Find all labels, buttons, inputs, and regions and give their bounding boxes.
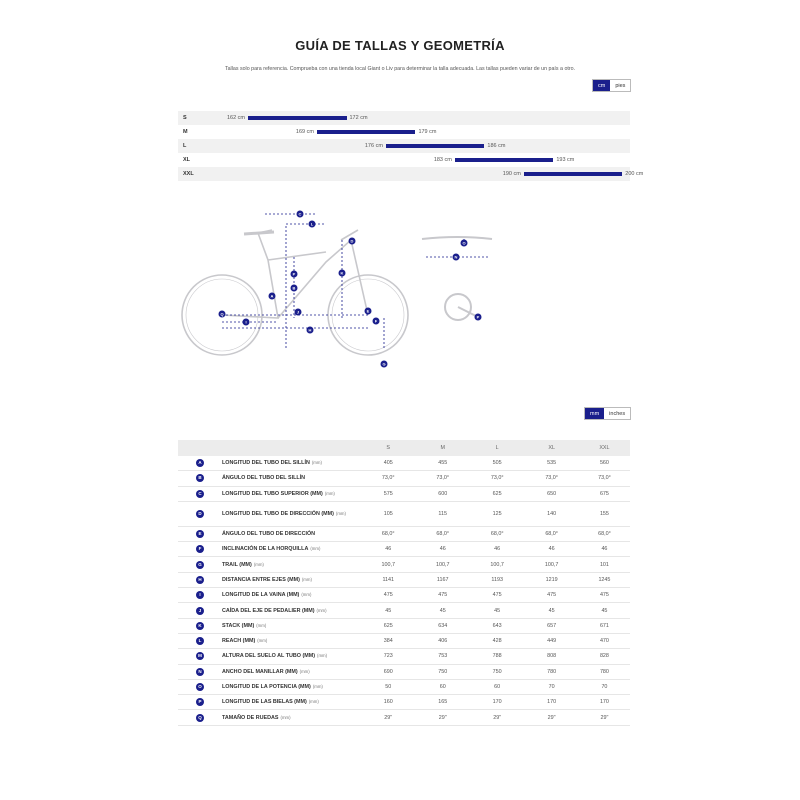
measurement-name: LONGITUD DEL TUBO DEL SILLÍN (mm): [222, 456, 361, 471]
measurement-name: LONGITUD DEL TUBO SUPERIOR (MM) (mm): [222, 486, 361, 501]
geometry-table: [178, 440, 630, 726]
value-xl: 1219: [524, 572, 578, 587]
value-m: 46: [415, 542, 469, 557]
measurement-name: LONGITUD DE LAS BIELAS (MM) (mm): [222, 695, 361, 710]
table-row: [178, 501, 630, 526]
measurement-letter-badge: K: [196, 622, 204, 630]
value-s: 73,0°: [361, 471, 415, 486]
value-xxl: 675: [579, 486, 630, 501]
value-xl: 650: [524, 486, 578, 501]
value-m: 29": [415, 710, 469, 725]
value-xl: 475: [524, 588, 578, 603]
value-s: 625: [361, 618, 415, 633]
value-xl: 68,0°: [524, 526, 578, 541]
row-marker: [178, 542, 222, 557]
value-xxl: 155: [579, 501, 630, 526]
svg-text:B: B: [292, 285, 296, 291]
measurement-letter-badge: E: [196, 530, 204, 538]
header-spacer: [178, 440, 222, 456]
value-xxl: 475: [579, 588, 630, 603]
size-height-bar: [317, 130, 416, 134]
value-l: 170: [470, 695, 524, 710]
svg-text:Q: Q: [220, 311, 224, 317]
value-l: 788: [470, 649, 524, 664]
value-l: 625: [470, 486, 524, 501]
table-row: [178, 603, 630, 618]
svg-text:L: L: [310, 221, 314, 227]
measurement-unit: (mm): [335, 510, 346, 516]
table-row: [178, 710, 630, 725]
row-marker: [178, 618, 222, 633]
value-l: 643: [470, 618, 524, 633]
row-marker: [178, 710, 222, 725]
row-marker: [178, 456, 222, 471]
value-m: 100,7: [415, 557, 469, 572]
handlebar-crank-illustration: [418, 225, 498, 335]
row-marker: [178, 679, 222, 694]
value-xl: 73,0°: [524, 471, 578, 486]
value-m: 115: [415, 501, 469, 526]
value-xl: 140: [524, 501, 578, 526]
row-marker: [178, 486, 222, 501]
measurement-letter-badge: P: [196, 698, 204, 706]
value-xxl: 101: [579, 557, 630, 572]
value-xxl: 470: [579, 633, 630, 648]
value-s: 29": [361, 710, 415, 725]
measurement-unit: (mm): [280, 714, 291, 720]
svg-text:J: J: [296, 309, 300, 315]
size-min-height: 162 cm: [226, 115, 245, 121]
value-l: 60: [470, 679, 524, 694]
svg-text:G: G: [382, 361, 386, 367]
measurement-letter-badge: N: [196, 668, 204, 676]
saddle: [244, 232, 274, 234]
handlebar-crank-diagram: [418, 225, 498, 335]
value-xxl: 780: [579, 664, 630, 679]
value-xl: 46: [524, 542, 578, 557]
svg-text:P: P: [476, 314, 480, 320]
measurement-letter-badge: I: [196, 591, 204, 599]
page-subtitle: Tallas solo para referencia. Comprueba con una tienda local Giant o Liv para determinar la talla adecuada. Las tallas pueden variar de un país a otro.: [224, 66, 576, 72]
measurement-name: LONGITUD DE LA POTENCIA (MM) (mm): [222, 679, 361, 694]
measurement-letter-badge: D: [196, 510, 204, 518]
column-header-l: L: [470, 440, 524, 456]
table-row: [178, 572, 630, 587]
measurement-unit: (mm): [312, 684, 323, 689]
table-row: [178, 618, 630, 633]
measurement-letter-badge: L: [196, 637, 204, 645]
unit-cm-button[interactable]: cm: [593, 80, 610, 91]
value-xxl: 46: [579, 542, 630, 557]
size-min-height: 176 cm: [364, 143, 383, 149]
size-height-bar: [455, 158, 554, 162]
measurement-letter-badge: M: [196, 652, 204, 660]
geometry-header-row: [178, 440, 630, 456]
measurement-unit: (mm): [253, 561, 264, 567]
row-marker: [178, 649, 222, 664]
row-marker: [178, 526, 222, 541]
measurement-unit: (mm): [324, 490, 335, 496]
svg-text:N: N: [454, 254, 458, 260]
measurement-name: STACK (MM) (mm): [222, 618, 361, 633]
measurement-name: DISTANCIA ENTRE EJES (MM) (mm): [222, 572, 361, 587]
table-row: [178, 633, 630, 648]
size-max-height: 186 cm: [487, 143, 506, 149]
measurement-name: LONGITUD DE LA VAINA (MM) (mm): [222, 588, 361, 603]
row-marker: [178, 572, 222, 587]
value-l: 73,0°: [470, 471, 524, 486]
row-marker: [178, 664, 222, 679]
measurement-letter-badge: F: [196, 545, 204, 553]
table-row: [178, 456, 630, 471]
svg-text:O: O: [462, 240, 466, 246]
row-marker: [178, 603, 222, 618]
svg-text:A: A: [270, 293, 274, 299]
size-row-xxl: [178, 167, 644, 181]
svg-text:F: F: [374, 318, 378, 324]
table-row: [178, 679, 630, 694]
value-m: 68,0°: [415, 526, 469, 541]
svg-text:H: H: [308, 327, 312, 333]
value-m: 45: [415, 603, 469, 618]
value-l: 428: [470, 633, 524, 648]
measurement-unit: (mm): [301, 592, 312, 598]
value-xxl: 68,0°: [579, 526, 630, 541]
measurement-letter-badge: A: [196, 459, 204, 467]
size-max-height: 172 cm: [349, 115, 368, 121]
measurement-unit: (mm): [299, 668, 310, 674]
column-header-m: M: [415, 440, 469, 456]
value-l: 46: [470, 542, 524, 557]
column-header-xl: XL: [524, 440, 578, 456]
unit-toggle-height: [592, 79, 631, 92]
measurement-unit: (mm): [257, 638, 268, 644]
row-marker: [178, 633, 222, 648]
value-m: 753: [415, 649, 469, 664]
value-xl: 170: [524, 695, 578, 710]
table-row: [178, 486, 630, 501]
row-marker: [178, 695, 222, 710]
size-label: L: [183, 143, 187, 149]
value-xl: 100,7: [524, 557, 578, 572]
size-label: XL: [183, 157, 191, 163]
value-m: 600: [415, 486, 469, 501]
value-s: 575: [361, 486, 415, 501]
unit-mm-button[interactable]: mm: [585, 408, 604, 419]
value-s: 1141: [361, 572, 415, 587]
size-label: S: [183, 115, 187, 121]
value-s: 723: [361, 649, 415, 664]
value-xl: 808: [524, 649, 578, 664]
column-header-s: S: [361, 440, 415, 456]
table-row: [178, 542, 630, 557]
measurement-letter-badge: Q: [196, 714, 204, 722]
size-height-bar: [524, 172, 623, 176]
measurement-name: ÁNGULO DEL TUBO DEL SILLÍN: [222, 471, 361, 486]
measurement-name: TRAIL (MM) (mm): [222, 557, 361, 572]
value-s: 690: [361, 664, 415, 679]
measurement-unit: (mm): [256, 622, 267, 628]
value-xxl: 29": [579, 710, 630, 725]
table-row: [178, 526, 630, 541]
unit-feet-button[interactable]: pies: [610, 80, 630, 91]
size-row-l: [178, 139, 630, 153]
value-m: 455: [415, 456, 469, 471]
value-l: 475: [470, 588, 524, 603]
value-xxl: 170: [579, 695, 630, 710]
size-row-xl: [178, 153, 630, 167]
measurement-name: LONGITUD DEL TUBO DE DIRECCIÓN (MM) (mm): [222, 501, 361, 526]
value-xl: 29": [524, 710, 578, 725]
size-min-height: 169 cm: [295, 129, 314, 135]
size-chart: [178, 111, 644, 181]
measurement-name: INCLINACIÓN DE LA HORQUILLA (mm): [222, 542, 361, 557]
size-max-height: 200 cm: [625, 171, 644, 177]
value-m: 406: [415, 633, 469, 648]
value-s: 45: [361, 603, 415, 618]
value-s: 68,0°: [361, 526, 415, 541]
measurement-unit: (mm): [308, 699, 319, 705]
size-max-height: 179 cm: [418, 129, 437, 135]
measurement-letter-badge: H: [196, 576, 204, 584]
table-row: [178, 664, 630, 679]
measurement-name: ALTURA DEL SUELO AL TUBO (MM) (mm): [222, 649, 361, 664]
measurement-name: ANCHO DEL MANILLAR (MM) (mm): [222, 664, 361, 679]
value-m: 475: [415, 588, 469, 603]
value-l: 68,0°: [470, 526, 524, 541]
size-min-height: 183 cm: [433, 157, 452, 163]
value-xl: 70: [524, 679, 578, 694]
measurement-unit: (mm): [310, 546, 321, 552]
value-s: 160: [361, 695, 415, 710]
value-l: 100,7: [470, 557, 524, 572]
svg-text:P: P: [292, 271, 296, 277]
value-l: 29": [470, 710, 524, 725]
handlebar-stem: [341, 230, 358, 240]
value-s: 50: [361, 679, 415, 694]
measurement-letter-badge: C: [196, 490, 204, 498]
value-xl: 449: [524, 633, 578, 648]
value-xl: 780: [524, 664, 578, 679]
svg-text:K: K: [340, 270, 344, 276]
row-marker: [178, 501, 222, 526]
unit-inches-button[interactable]: inches: [604, 408, 630, 419]
value-m: 165: [415, 695, 469, 710]
table-row: [178, 588, 630, 603]
page-title: GUÍA DE TALLAS Y GEOMETRÍA: [295, 38, 505, 53]
value-xl: 45: [524, 603, 578, 618]
svg-text:I: I: [245, 319, 247, 325]
size-height-bar: [386, 144, 485, 148]
value-xxl: 671: [579, 618, 630, 633]
size-row-m: [178, 125, 630, 139]
table-row: [178, 557, 630, 572]
value-xxl: 828: [579, 649, 630, 664]
size-min-height: 190 cm: [502, 171, 521, 177]
measurement-letter-badge: J: [196, 607, 204, 615]
measurement-unit: (mm): [301, 576, 312, 582]
measurement-name: REACH (MM) (mm): [222, 633, 361, 648]
value-xxl: 560: [579, 456, 630, 471]
value-m: 60: [415, 679, 469, 694]
measurement-letter-badge: G: [196, 561, 204, 569]
value-s: 475: [361, 588, 415, 603]
header-spacer: [222, 440, 361, 456]
table-row: [178, 471, 630, 486]
value-l: 750: [470, 664, 524, 679]
svg-text:D: D: [350, 238, 354, 244]
value-xxl: 1245: [579, 572, 630, 587]
size-label: XXL: [183, 171, 194, 177]
measurement-letter-badge: O: [196, 683, 204, 691]
value-m: 750: [415, 664, 469, 679]
value-s: 46: [361, 542, 415, 557]
size-max-height: 193 cm: [556, 157, 575, 163]
value-xxl: 70: [579, 679, 630, 694]
column-header-xxl: XXL: [579, 440, 630, 456]
value-xl: 535: [524, 456, 578, 471]
handlebar: [422, 237, 492, 239]
table-row: [178, 649, 630, 664]
row-marker: [178, 557, 222, 572]
measurement-unit: (mm): [317, 653, 328, 659]
value-s: 100,7: [361, 557, 415, 572]
unit-toggle-geometry: [584, 407, 631, 420]
value-m: 73,0°: [415, 471, 469, 486]
value-m: 634: [415, 618, 469, 633]
svg-text:E: E: [366, 308, 370, 314]
value-m: 1167: [415, 572, 469, 587]
row-marker: [178, 588, 222, 603]
value-l: 125: [470, 501, 524, 526]
size-label: M: [183, 129, 188, 135]
value-l: 505: [470, 456, 524, 471]
size-row-s: [178, 111, 630, 125]
measurement-letter-badge: B: [196, 474, 204, 482]
value-s: 105: [361, 501, 415, 526]
value-xxl: 45: [579, 603, 630, 618]
measurement-unit: (mm): [311, 460, 322, 466]
row-marker: [178, 471, 222, 486]
measurement-name: CAÍDA DEL EJE DE PEDALIER (MM) (mm): [222, 603, 361, 618]
svg-text:C: C: [298, 211, 302, 217]
value-s: 384: [361, 633, 415, 648]
measurement-unit: (mm): [316, 607, 327, 613]
value-l: 45: [470, 603, 524, 618]
table-row: [178, 695, 630, 710]
size-height-bar: [248, 116, 347, 120]
measurement-name: TAMAÑO DE RUEDAS (mm): [222, 710, 361, 725]
measurement-name: ÁNGULO DEL TUBO DE DIRECCIÓN: [222, 526, 361, 541]
value-l: 1193: [470, 572, 524, 587]
value-xxl: 73,0°: [579, 471, 630, 486]
value-s: 405: [361, 456, 415, 471]
value-xl: 657: [524, 618, 578, 633]
